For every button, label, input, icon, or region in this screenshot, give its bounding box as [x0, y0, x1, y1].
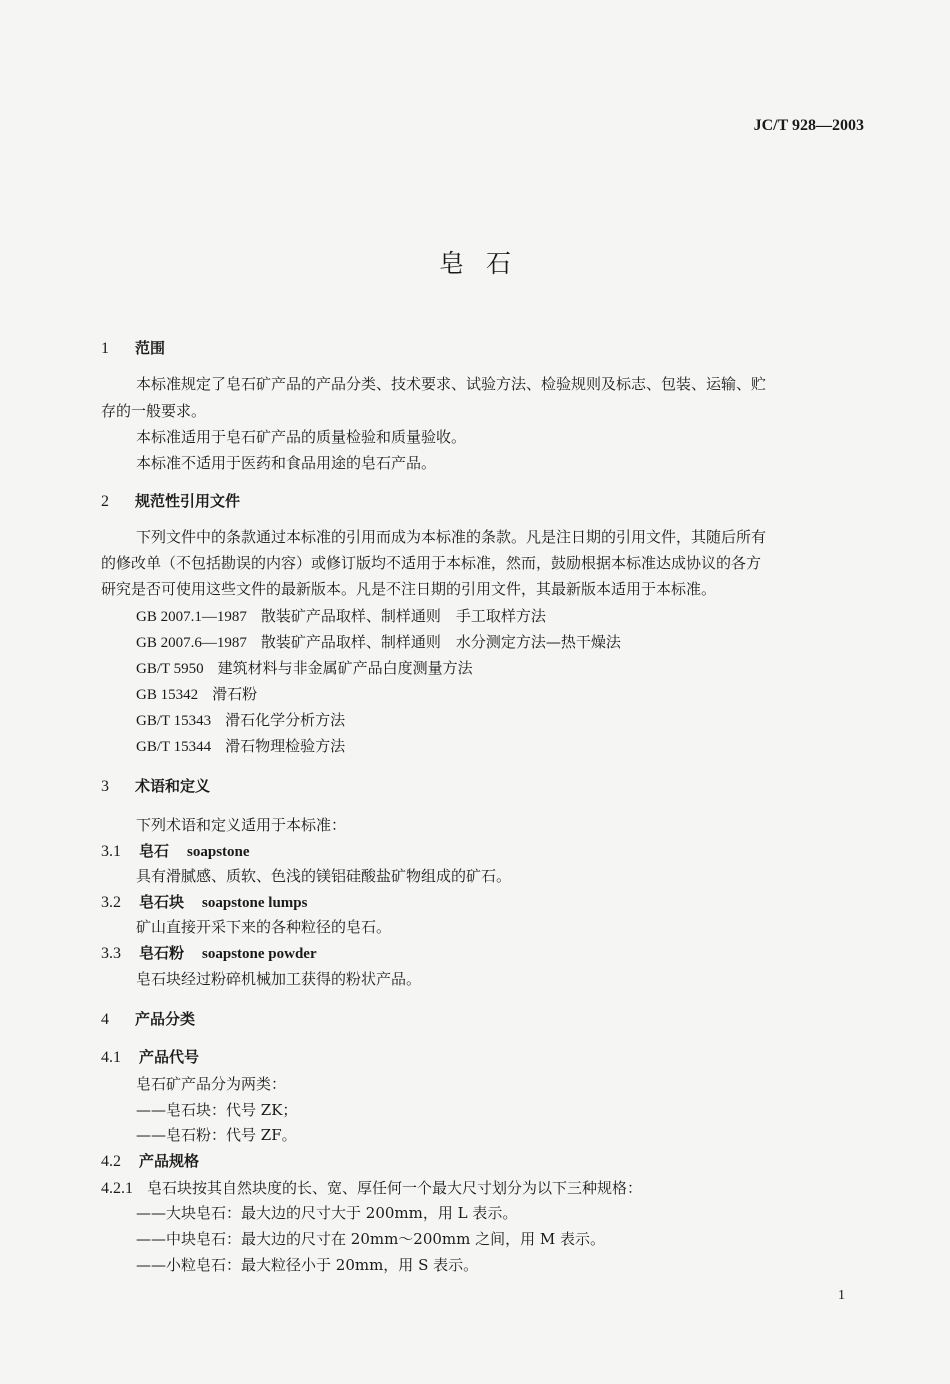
clause-text: 皂石块按其自然块度的长、宽、厚任何一个最大尺寸划分为以下三种规格： [147, 1179, 643, 1197]
page-number: 1 [838, 1288, 845, 1303]
section-title: 术语和定义 [135, 777, 211, 795]
term-number: 3.2 [101, 894, 121, 911]
section-2-heading [101, 491, 240, 512]
list-item: ——皂石粉：代号 ZF。 [136, 1126, 297, 1144]
paragraph-line: 的修改单（不包括勘误的内容）或修订版均不适用于本标准，然而，鼓励根据本标准达成协议的各方 [101, 554, 762, 572]
subsection-number: 4.1 [101, 1049, 121, 1066]
term-heading [101, 892, 307, 913]
clause-number: 4.2.1 [101, 1180, 133, 1197]
paragraph-line: 本标准规定了皂石矿产品的产品分类、技术要求、试验方法、检验规则及标志、包装、运输、贮 [136, 375, 767, 393]
document-title: 皂石 [438, 249, 533, 278]
section-number: 2 [101, 493, 109, 510]
reference-title: 建筑材料与非金属矿产品白度测量方法 [217, 659, 473, 677]
subsection-4-1-heading [101, 1047, 199, 1068]
reference-item [136, 606, 546, 627]
reference-title: 滑石粉 [212, 685, 258, 703]
reference-item [136, 710, 345, 731]
term-definition: 具有滑腻感、质软、色浅的镁铝硅酸盐矿物组成的矿石。 [136, 867, 512, 885]
subsection-number: 4.2 [101, 1153, 121, 1170]
term-english: soapstone powder [202, 946, 317, 962]
term-english: soapstone lumps [202, 895, 308, 911]
reference-code: GB 2007.6—1987 [136, 635, 247, 651]
subsection-title: 产品代号 [139, 1048, 200, 1066]
term-heading [101, 841, 250, 862]
paragraph-line: 研究是否可使用这些文件的最新版本。凡是不注日期的引用文件，其最新版本适用于本标准。 [101, 580, 717, 598]
section-title: 产品分类 [135, 1010, 196, 1028]
reference-title: 散装矿产品取样、制样通则 水分测定方法—热干燥法 [260, 633, 621, 651]
term-number: 3.3 [101, 945, 121, 962]
section-1-heading [101, 338, 165, 359]
reference-code: GB 15342 [136, 687, 199, 703]
term-definition: 皂石块经过粉碎机械加工获得的粉状产品。 [136, 970, 422, 988]
subsection-title: 产品规格 [139, 1152, 200, 1170]
section-number: 3 [101, 778, 109, 795]
reference-title: 滑石化学分析方法 [225, 711, 346, 729]
list-item: ——皂石块：代号 ZK； [136, 1101, 298, 1119]
term-english: soapstone [187, 844, 250, 860]
reference-item [136, 658, 473, 679]
reference-code: GB/T 5950 [136, 661, 204, 677]
term-name: 皂石块 [139, 893, 185, 911]
section-4-heading [101, 1009, 195, 1030]
term-definition: 矿山直接开采下来的各种粒径的皂石。 [136, 918, 392, 936]
paragraph-line: 下列文件中的条款通过本标准的引用而成为本标准的条款。凡是注日期的引用文件，其随后所有 [136, 528, 767, 546]
reference-item [136, 736, 345, 757]
reference-code: GB/T 15343 [136, 713, 212, 729]
list-item: ——小粒皂石：最大粒径小于 20mm，用 S 表示。 [136, 1256, 479, 1274]
reference-item [136, 632, 621, 653]
section-title: 范围 [135, 339, 166, 357]
paragraph: 皂石矿产品分为两类： [136, 1075, 287, 1093]
section-number: 4 [101, 1011, 109, 1028]
paragraph-line: 存的一般要求。 [101, 402, 207, 420]
section-number: 1 [101, 340, 109, 357]
list-item: ——中块皂石：最大边的尺寸在 20mm～200mm 之间，用 M 表示。 [136, 1230, 606, 1248]
section-title: 规范性引用文件 [135, 492, 241, 510]
term-heading [101, 943, 317, 964]
subsection-4-2-heading [101, 1151, 199, 1172]
reference-code: GB/T 15344 [136, 739, 212, 755]
paragraph: 下列术语和定义适用于本标准： [136, 816, 347, 834]
paragraph: 本标准适用于皂石矿产品的质量检验和质量验收。 [136, 428, 467, 446]
term-name: 皂石粉 [139, 944, 185, 962]
list-item: ——大块皂石：最大边的尺寸大于 200mm，用 L 表示。 [136, 1204, 518, 1222]
reference-title: 滑石物理检验方法 [225, 737, 346, 755]
clause-4-2-1 [101, 1178, 642, 1199]
paragraph: 本标准不适用于医药和食品用途的皂石产品。 [136, 454, 437, 472]
reference-title: 散装矿产品取样、制样通则 手工取样方法 [260, 607, 546, 625]
reference-item [136, 684, 257, 705]
standard-code: JC/T 928—2003 [753, 117, 864, 134]
term-number: 3.1 [101, 843, 121, 860]
reference-code: GB 2007.1—1987 [136, 609, 247, 625]
section-3-heading [101, 776, 210, 797]
term-name: 皂石 [139, 842, 170, 860]
